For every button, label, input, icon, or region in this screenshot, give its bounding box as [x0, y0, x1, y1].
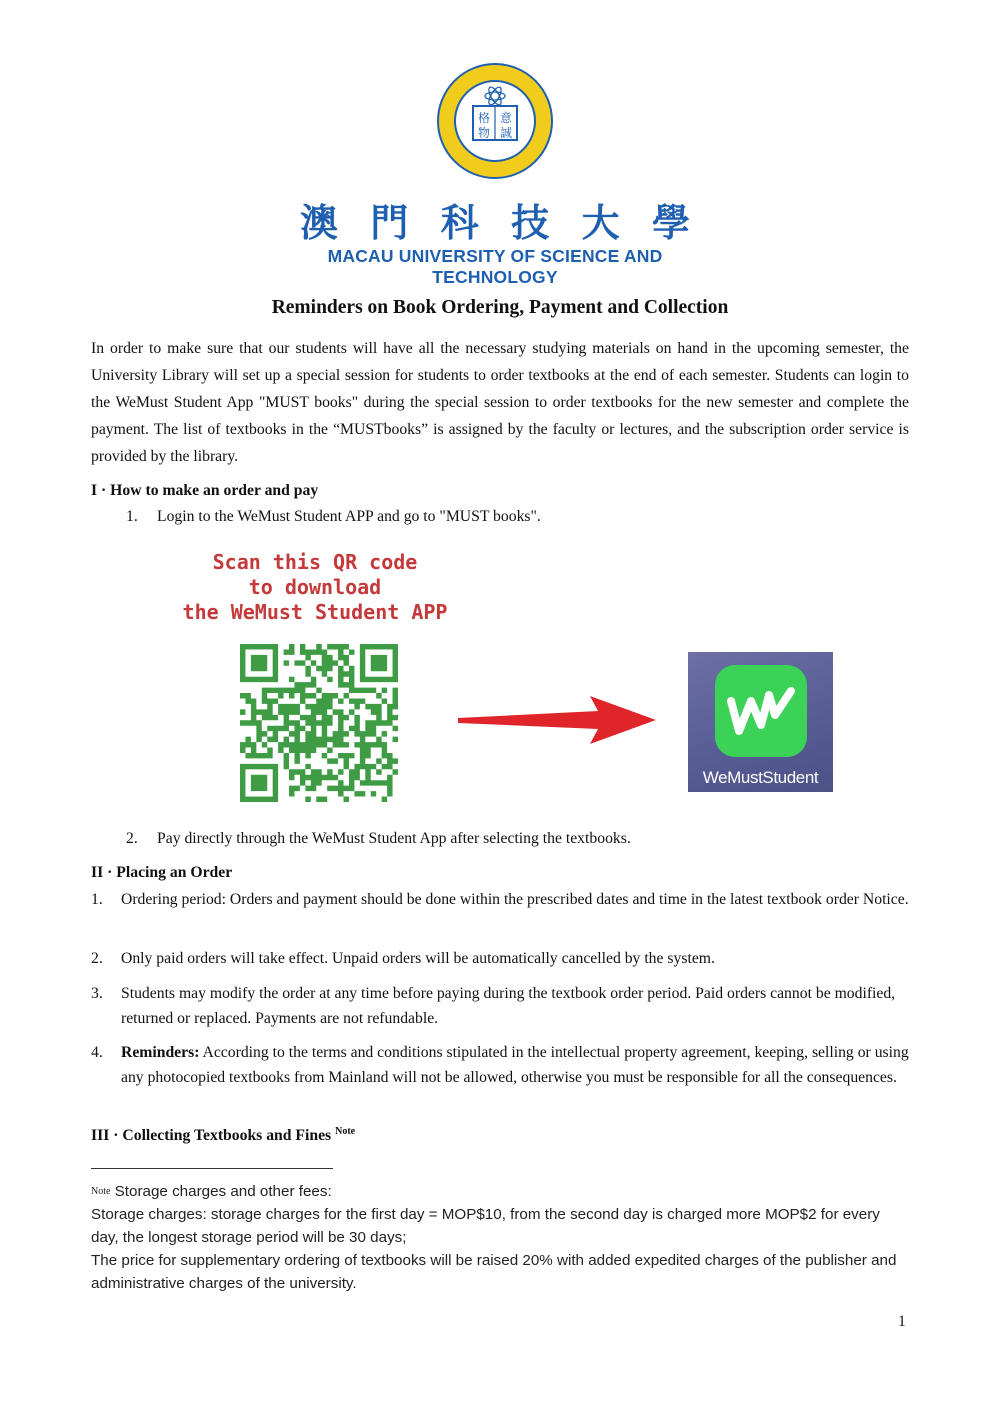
- footnote-divider: [91, 1168, 333, 1169]
- footnote-marker: Note: [91, 1186, 111, 1197]
- item-text: Only paid orders will take effect. Unpaid orders will be automatically cancelled by the system.: [121, 950, 715, 967]
- university-logo: [436, 62, 554, 180]
- step-number: 1.: [126, 508, 138, 525]
- scan-line: the WeMust Student APP: [182, 600, 448, 624]
- university-cn-char: 澳: [300, 200, 339, 245]
- item-number: 3.: [91, 985, 103, 1002]
- scan-line: Scan this QR code: [212, 550, 418, 574]
- footnote-ref[interactable]: Note: [335, 1126, 356, 1137]
- step-2: [126, 830, 631, 848]
- footnote-line: Storage charges and other fees:: [110, 1183, 332, 1200]
- item-number: 4.: [91, 1044, 103, 1061]
- university-cn-char: 技: [511, 200, 550, 245]
- university-cn-char: 學: [651, 200, 690, 245]
- item-text: Students may modify the order at any time before paying during the textbook order period. Paid orders cannot be modified, returned or replaced. Payments are not refundable.: [121, 985, 896, 1027]
- item-text: Ordering period: Orders and payment should be done within the prescribed dates and time in the latest textbook order Notice.: [121, 891, 909, 908]
- logo-char: 意: [499, 111, 513, 125]
- university-name-chinese: [300, 200, 690, 246]
- app-label: WeMustStudent: [702, 768, 819, 787]
- logo-char: 物: [477, 126, 491, 140]
- section-2-heading: II · Placing an Order: [91, 864, 233, 881]
- qr-finder-pattern: [360, 644, 398, 682]
- app-logo: [715, 665, 807, 757]
- step-number: 2.: [126, 830, 138, 847]
- arrow-right-icon: [458, 696, 656, 744]
- step-text: Login to the WeMust Student APP and go to "MUST books".: [157, 508, 541, 525]
- page-number: 1: [898, 1313, 906, 1330]
- university-cn-char: 科: [440, 200, 479, 245]
- qr-finder-pattern: [240, 644, 278, 682]
- wemust-logo-icon: [715, 665, 807, 757]
- footnote-line: Storage charges: storage charges for the first day = MOP$10, from the second day is charged more MOP$2 for every day, the longest storage period will be 30 days;: [91, 1206, 880, 1246]
- logo-char: 誠: [499, 126, 513, 140]
- item-number: 2.: [91, 950, 103, 967]
- reminders-label: Reminders:: [121, 1044, 200, 1061]
- section-3-heading-text: III · Collecting Textbooks and Fines: [91, 1127, 332, 1145]
- section-1-heading: I · How to make an order and pay: [91, 482, 319, 499]
- wemust-student-app-icon[interactable]: [688, 652, 833, 792]
- section-3-heading: [91, 1126, 355, 1145]
- intro-paragraph: In order to make sure that our students will have all the necessary studying materials on hand in the upcoming semester, the University Library will set up a special session for students to order textbooks at the end of each semester. Students can login to the WeMust Student App "MUST books" during the special session to order textbooks for the new semester and complete the payment. The list of textbooks in the “MUSTbooks” is assigned by the faculty or lectures, and the subscription order service is provided by the library.: [91, 340, 909, 465]
- item-number: 1.: [91, 891, 103, 908]
- step-1: [126, 508, 541, 526]
- footnote: [91, 1180, 909, 1295]
- step-text: Pay directly through the WeMust Student App after selecting the textbooks.: [157, 830, 631, 847]
- footnote-line: The price for supplementary ordering of textbooks will be raised 20% with added expedited charges of the publisher and administrative charges of the university.: [91, 1252, 897, 1292]
- page-title: Reminders on Book Ordering, Payment and Collection: [271, 297, 729, 318]
- scan-line: to download: [248, 575, 382, 599]
- university-cn-char: 門: [370, 200, 409, 245]
- qr-finder-pattern: [240, 764, 278, 802]
- scan-instructions: [180, 550, 450, 625]
- logo-char: 格: [477, 111, 491, 125]
- qr-code[interactable]: [240, 644, 398, 802]
- item-text: According to the terms and conditions stipulated in the intellectual property agreement, keeping, selling or using any photocopied textbooks from Mainland will not be allowed, otherwise you must be responsible for all the consequences.: [121, 1044, 909, 1086]
- university-name-english: MACAU UNIVERSITY OF SCIENCE AND TECHNOLOGY: [327, 246, 663, 287]
- university-cn-char: 大: [581, 200, 620, 245]
